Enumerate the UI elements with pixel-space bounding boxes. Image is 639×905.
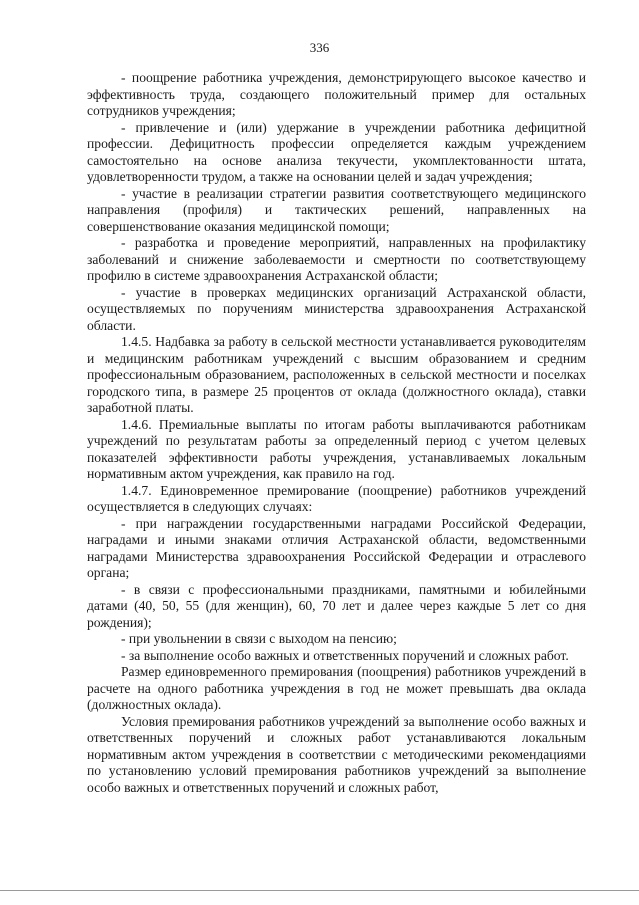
paragraph-5: - участие в проверках медицинских организаций Астраханской области, осуществляемых по поручениям министерства здравоохранения Астраханской области.	[87, 284, 586, 333]
scan-edge-line	[0, 890, 639, 891]
paragraph-11: - при увольнении в связи с выходом на пенсию;	[121, 631, 397, 646]
paragraph-14: Условия премирования работников учреждений за выполнение особо важных и ответственных поручений и сложных работ устанавливаются локальным нормативным актом учреждения в соответствии с методическими рекомендациями по установлению условий премирования работников учреждений за выполнение особо важных и ответственных поручений и сложных работ,	[87, 713, 586, 795]
paragraph-13: Размер единовременного премирования (поощрения) работников учреждений в расчете на одного работника учреждения в год не может превышать два оклада (должностных оклада).	[87, 664, 586, 712]
paragraph-2: - привлечение и (или) удержание в учреждении работника дефицитной профессии. Дефицитность профессии определяется каждым учреждением самостоятельно на основе анализа текучести, укомплектованности штата, удовлетворенности трудом, а также на основании целей и задач учреждения;	[87, 119, 586, 184]
paragraph-9: - при награждении государственными наградами Российской Федерации, наградами и иными знаками отличия Астраханской области, ведомственными наградами Министерства здравоохранения Российской Федерации и отраслевого органа;	[87, 515, 586, 580]
paragraph-8: 1.4.7. Единовременное премирование (поощрение) работников учреждений осуществляется в следующих случаях:	[87, 482, 586, 514]
paragraph-12: - за выполнение особо важных и ответственных поручений и сложных работ.	[121, 647, 569, 663]
paragraph-7: 1.4.6. Премиальные выплаты по итогам работы выплачиваются работникам учреждений по результатам работы за определенный период с учетом целевых показателей эффективности работы учреждения, устанавливаемых локальным нормативным актом учреждения, как правило на год.	[87, 416, 586, 481]
paragraph-1: - поощрение работника учреждения, демонстрирующего высокое качество и эффективность труда, создающего положительный пример для остальных сотрудников учреждения;	[87, 70, 586, 118]
paragraph-10: - в связи с профессиональными праздниками, памятными и юбилейными датами (40, 50, 55 (для женщин), 60, 70 лет и далее через каждые 5 лет со дня рождения);	[87, 581, 586, 630]
body-text	[87, 70, 586, 796]
paragraph-3: - участие в реализации стратегии развития соответствующего медицинского направления (профиля) и тактических решений, направленных на совершенствование оказания медицинской помощи;	[87, 185, 586, 234]
page-number: 336	[309, 40, 330, 55]
paragraph-6: 1.4.5. Надбавка за работу в сельской местности устанавливается руководителям и медицинским работникам учреждений с высшим образованием и средним профессиональным образованием, расположенных в сельской местности и поселках городского типа, в размере 25 процентов от оклада (должностного оклада), ставки заработной платы.	[87, 334, 586, 415]
paragraph-4: - разработка и проведение мероприятий, направленных на профилактику заболеваний и снижение заболеваемости и смертности по соответствующему профилю в системе здравоохранения Астраханской области;	[87, 235, 586, 283]
